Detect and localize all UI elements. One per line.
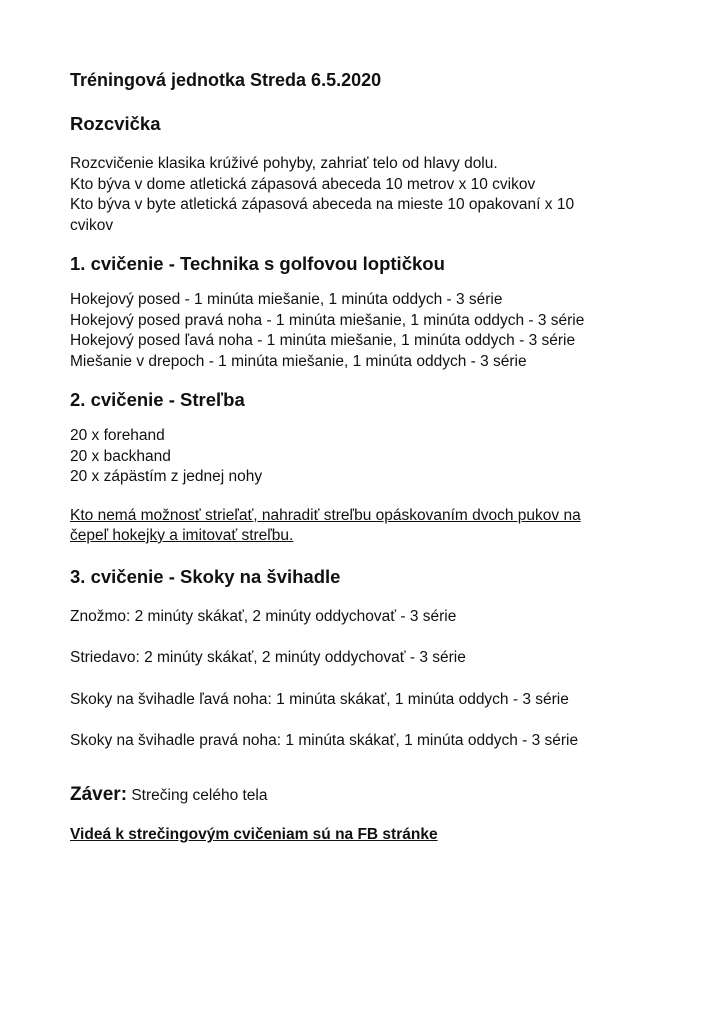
document-page [70, 68, 690, 844]
exercise1-list [70, 290, 690, 372]
exercise3-item: Znožmo: 2 minúty skákať, 2 minúty oddychovať - 3 série [70, 607, 457, 625]
exercise1-line: Miešanie v drepoch - 1 minúta miešanie, 1 minúta oddych - 3 série [70, 352, 527, 370]
conclusion-text: Strečing celého tela [131, 786, 268, 804]
exercise1-heading: 1. cvičenie - Technika s golfovou loptičkou [70, 253, 445, 274]
exercise2-line: 20 x zápästím z jednej nohy [70, 468, 263, 485]
warmup-text [70, 154, 690, 236]
exercise3-item: Skoky na švihadle ľavá noha: 1 minúta skákať, 1 minúta oddych - 3 série [70, 690, 569, 708]
warmup-line: Rozcvičenie klasika krúživé pohyby, zahriať telo od hlavy dolu. [70, 155, 498, 172]
exercise2-line: 20 x forehand [70, 427, 165, 444]
note-line: Kto nemá možnosť strieľať, nahradiť streľbu opáskovaním dvoch pukov na [70, 506, 581, 524]
warmup-heading: Rozcvička [70, 113, 161, 134]
exercise3-item: Skoky na švihadle pravá noha: 1 minúta skákať, 1 minúta oddych - 3 série [70, 732, 579, 749]
videos-note: Videá k strečingovým cvičeniam sú na FB stránke [70, 826, 438, 843]
conclusion [70, 785, 690, 807]
exercise1-line: Hokejový posed - 1 minúta miešanie, 1 minúta oddych - 3 série [70, 291, 503, 308]
exercise2-heading: 2. cvičenie - Streľba [70, 389, 245, 410]
exercise2-line: 20 x backhand [70, 447, 171, 465]
exercise1-line: Hokejový posed pravá noha - 1 minúta miešanie, 1 minúta oddych - 3 série [70, 311, 585, 329]
shooting-alternative-note [70, 506, 690, 547]
exercise3-item: Striedavo: 2 minúty skákať, 2 minúty oddychovať - 3 série [70, 649, 466, 666]
conclusion-label: Záver: [70, 783, 128, 805]
document-title: Tréningová jednotka Streda 6.5.2020 [70, 70, 382, 90]
warmup-line: cvikov [70, 216, 114, 234]
exercise1-line: Hokejový posed ľavá noha - 1 minúta miešanie, 1 minúta oddych - 3 série [70, 332, 576, 349]
exercise2-list [70, 426, 690, 488]
note-line: čepeľ hokejky a imitovať streľbu. [70, 527, 294, 544]
warmup-line: Kto býva v dome atletická zápasová abeceda 10 metrov x 10 cvikov [70, 175, 536, 193]
exercise3-heading: 3. cvičenie - Skoky na švihadle [70, 565, 341, 587]
warmup-line: Kto býva v byte atletická zápasová abeceda na mieste 10 opakovaní x 10 [70, 196, 575, 213]
